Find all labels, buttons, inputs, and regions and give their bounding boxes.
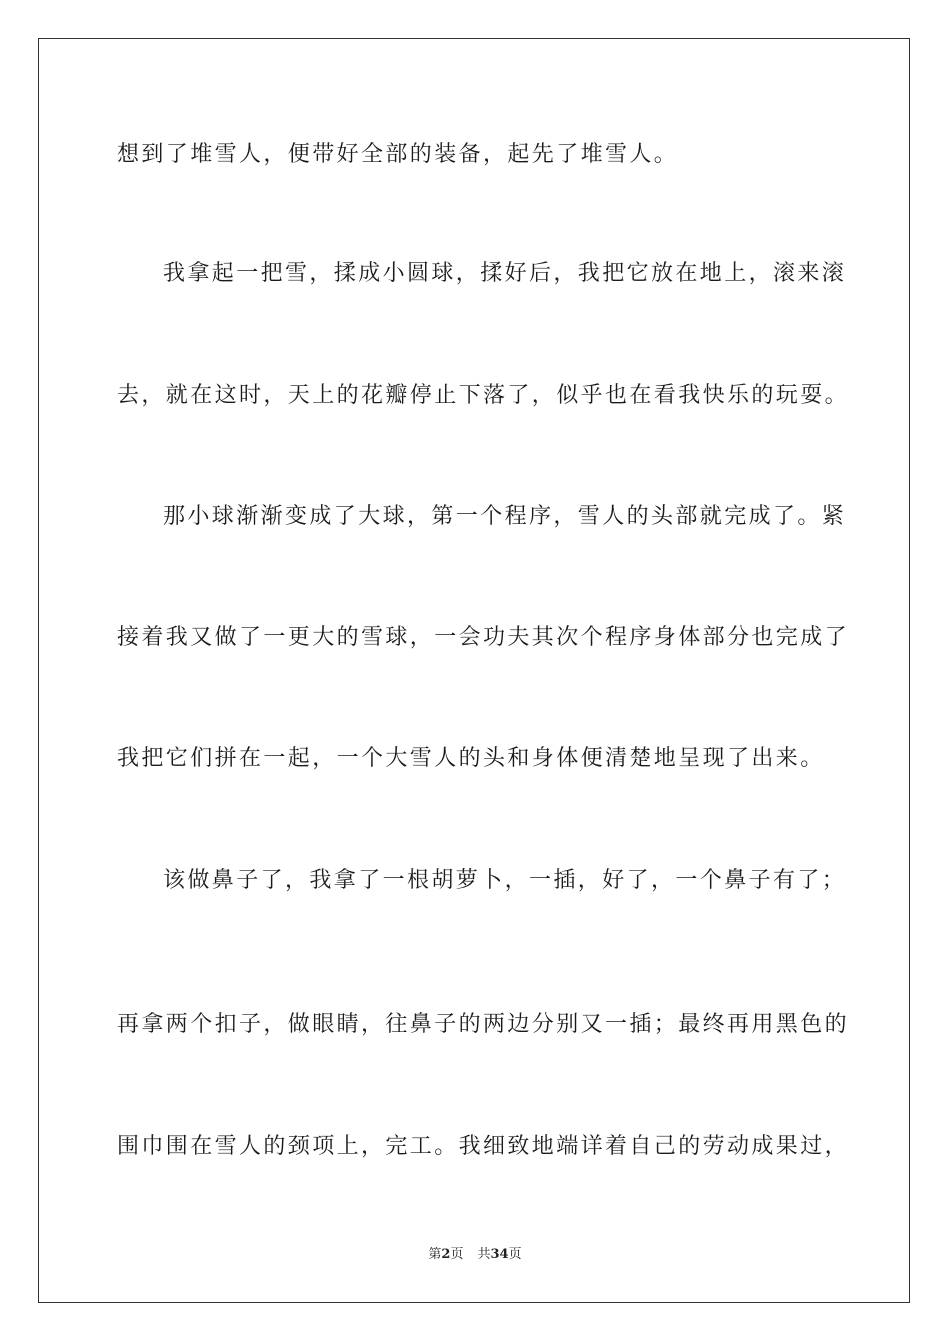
text-line-2: 我拿起一把雪，揉成小圆球，揉好后，我把它放在地上，滚来滚 — [163, 261, 847, 286]
page-suffix: 页 — [450, 1247, 464, 1262]
total-suffix: 页 — [508, 1247, 522, 1262]
page-total-number: 34 — [490, 1247, 509, 1262]
text-line-5: 接着我又做了一更大的雪球，一会功夫其次个程序身体部分也完成了 — [117, 625, 850, 650]
text-line-8: 再拿两个扣子，做眼睛，往鼻子的两边分别又一插；最终再用黑色的 — [117, 1012, 850, 1037]
text-line-9: 围巾围在雪人的颈项上，完工。我细致地端详着自己的劳动成果过， — [117, 1134, 850, 1159]
text-line-3: 去，就在这时，天上的花瓣停止下落了，似乎也在看我快乐的玩耍。 — [117, 383, 850, 408]
total-prefix: 共 — [477, 1247, 491, 1262]
text-line-1: 想到了堆雪人，便带好全部的装备，起先了堆雪人。 — [117, 142, 679, 167]
page-prefix: 第 — [428, 1247, 442, 1262]
page-border — [38, 38, 910, 1303]
page-current-number: 2 — [441, 1247, 451, 1262]
text-line-6: 我把它们拼在一起，一个大雪人的头和身体便清楚地呈现了出来。 — [117, 746, 825, 771]
text-line-7: 该做鼻子了，我拿了一根胡萝卜，一插，好了，一个鼻子有了； — [163, 868, 847, 893]
text-line-4: 那小球渐渐变成了大球，第一个程序，雪人的头部就完成了。紧 — [163, 504, 847, 529]
page-footer — [0, 1246, 950, 1264]
